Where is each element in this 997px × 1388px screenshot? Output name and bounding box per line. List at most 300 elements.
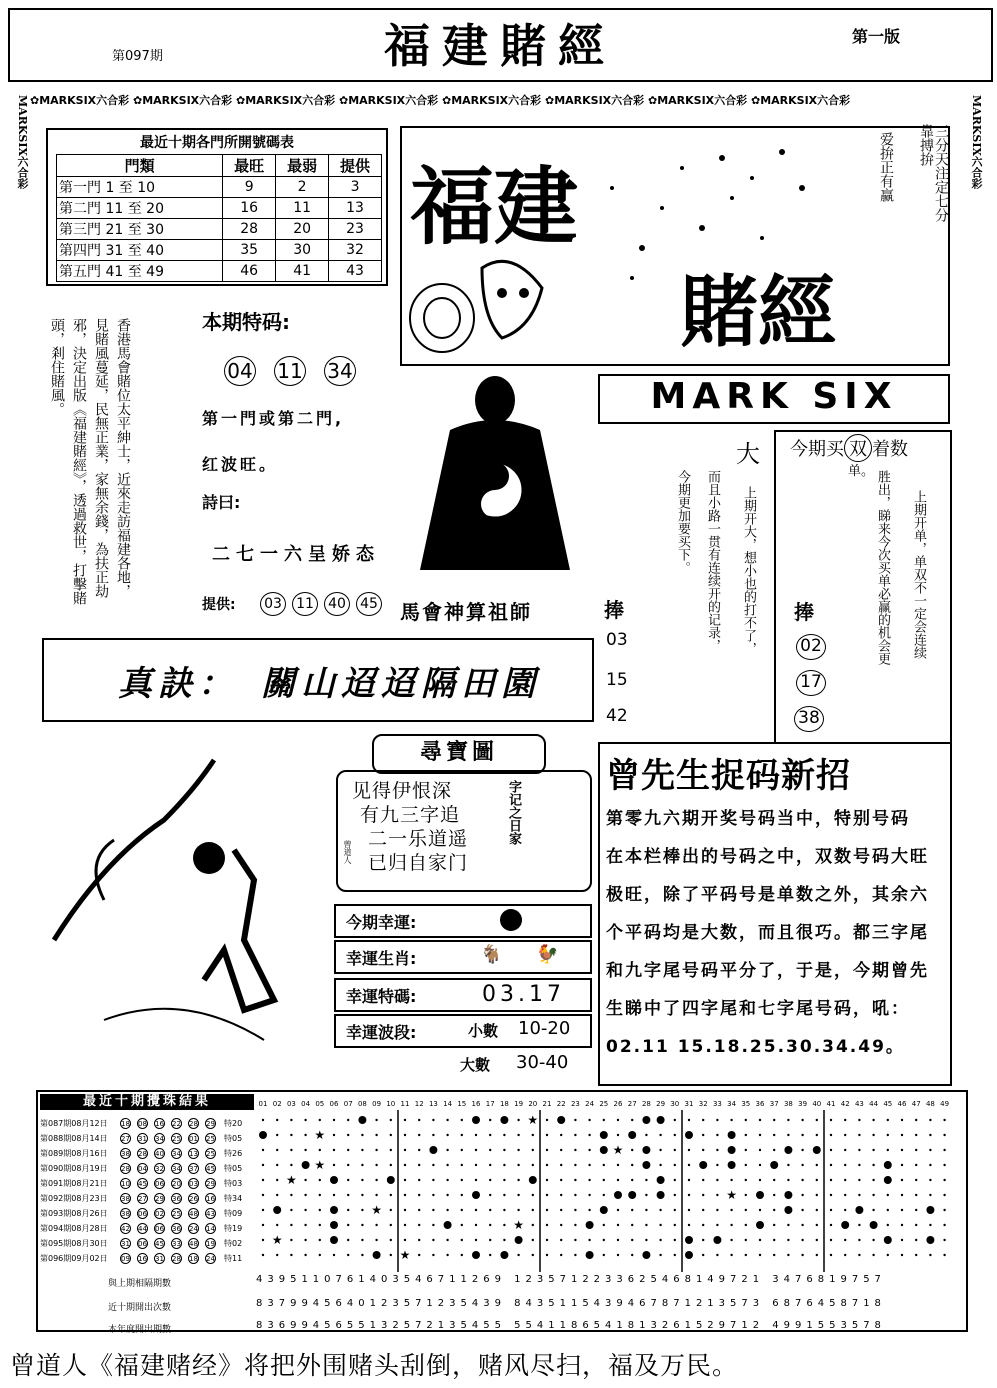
- empty-dot: [901, 1254, 903, 1256]
- empty-dot: [617, 1119, 619, 1121]
- row-group: 第三門: [59, 222, 101, 238]
- empty-dot: [560, 1179, 562, 1181]
- empty-dot: [546, 1119, 548, 1121]
- empty-dot: [560, 1254, 562, 1256]
- drawn-dot: [586, 1221, 594, 1229]
- big-number-label: 大數: [460, 1056, 491, 1074]
- peng-number: 17: [796, 670, 826, 696]
- empty-dot: [929, 1164, 931, 1166]
- empty-dot: [901, 1179, 903, 1181]
- empty-dot: [390, 1134, 392, 1136]
- grid-column-number: 25: [599, 1100, 609, 1108]
- empty-dot: [915, 1194, 917, 1196]
- empty-dot: [276, 1254, 278, 1256]
- drawn-dot: [699, 1161, 707, 1169]
- empty-dot: [390, 1254, 392, 1256]
- result-ball: 10: [121, 1180, 130, 1188]
- empty-dot: [517, 1179, 519, 1181]
- empty-dot: [915, 1179, 917, 1181]
- tip-text-c: 上期开大，想小也的打不了，: [741, 486, 756, 655]
- empty-dot: [361, 1254, 363, 1256]
- result-ball: 19: [206, 1240, 215, 1248]
- grid-column-number: 14: [443, 1100, 453, 1108]
- empty-dot: [546, 1149, 548, 1151]
- empty-dot: [688, 1194, 690, 1196]
- empty-dot: [787, 1164, 789, 1166]
- result-ball: 22: [172, 1120, 181, 1128]
- empty-dot: [730, 1239, 732, 1241]
- empty-dot: [730, 1224, 732, 1226]
- result-special: 特03: [224, 1179, 243, 1188]
- lucky-today: [334, 904, 592, 938]
- empty-dot: [461, 1194, 463, 1196]
- drawn-dot: [529, 1176, 537, 1184]
- empty-dot: [304, 1119, 306, 1121]
- drawn-dot: [756, 1221, 764, 1229]
- empty-dot: [262, 1224, 264, 1226]
- drawn-dot: [429, 1146, 437, 1154]
- grid-column-number: 08: [357, 1100, 367, 1108]
- empty-dot: [304, 1209, 306, 1211]
- marksix-logo: MARK SIX: [598, 374, 950, 424]
- empty-dot: [588, 1179, 590, 1181]
- peng-label-1: 捧: [604, 598, 624, 622]
- empty-dot: [745, 1209, 747, 1211]
- empty-dot: [730, 1119, 732, 1121]
- empty-dot: [375, 1224, 377, 1226]
- lucky-wave-label: 幸運波段:: [346, 1023, 417, 1042]
- empty-dot: [347, 1209, 349, 1211]
- summary-row: 4395110761403546711269 1235712233625468149721 3476819757: [256, 1274, 886, 1285]
- small-label: 小數: [468, 1022, 499, 1040]
- empty-dot: [716, 1134, 718, 1136]
- empty-dot: [290, 1254, 292, 1256]
- row-group: 第五門: [59, 264, 101, 280]
- grid-column-number: 31: [684, 1100, 694, 1108]
- empty-dot: [659, 1164, 661, 1166]
- mask-face-icon: [482, 261, 542, 338]
- empty-dot: [446, 1149, 448, 1151]
- result-ball: 31: [138, 1135, 147, 1143]
- scenery-illustration: [44, 740, 324, 1080]
- empty-dot: [617, 1179, 619, 1181]
- empty-dot: [404, 1149, 406, 1151]
- empty-dot: [887, 1134, 889, 1136]
- empty-dot: [333, 1119, 335, 1121]
- empty-dot: [560, 1164, 562, 1166]
- empty-dot: [688, 1164, 690, 1166]
- row-offer: 43: [329, 261, 382, 282]
- empty-dot: [574, 1194, 576, 1196]
- empty-dot: [759, 1149, 761, 1151]
- result-ball: 31: [121, 1240, 130, 1248]
- drawn-dot: [657, 1116, 665, 1124]
- peng-number: 02: [796, 634, 826, 660]
- empty-dot: [716, 1254, 718, 1256]
- edition-label: 第一版: [852, 27, 901, 46]
- empty-dot: [546, 1164, 548, 1166]
- empty-dot: [347, 1134, 349, 1136]
- empty-dot: [844, 1164, 846, 1166]
- empty-dot: [787, 1254, 789, 1256]
- empty-dot: [432, 1224, 434, 1226]
- result-ball: 36: [172, 1195, 181, 1203]
- empty-dot: [901, 1149, 903, 1151]
- empty-dot: [560, 1224, 562, 1226]
- empty-dot: [603, 1194, 605, 1196]
- special-star-icon: ★: [527, 1113, 539, 1127]
- empty-dot: [276, 1224, 278, 1226]
- empty-dot: [574, 1179, 576, 1181]
- empty-dot: [645, 1194, 647, 1196]
- result-ball: 16: [138, 1255, 147, 1263]
- empty-dot: [461, 1134, 463, 1136]
- big-number-value: 30-40: [516, 1052, 569, 1073]
- empty-dot: [319, 1179, 321, 1181]
- empty-dot: [347, 1194, 349, 1196]
- stats-row: [57, 219, 382, 240]
- empty-dot: [674, 1209, 676, 1211]
- result-ball: 06: [138, 1240, 147, 1248]
- result-ball: 34: [155, 1135, 164, 1143]
- empty-dot: [844, 1179, 846, 1181]
- empty-dot: [432, 1209, 434, 1211]
- result-ball: 26: [189, 1195, 198, 1203]
- empty-dot: [290, 1224, 292, 1226]
- empty-dot: [844, 1254, 846, 1256]
- drawn-dot: [330, 1206, 338, 1214]
- empty-dot: [390, 1119, 392, 1121]
- empty-dot: [276, 1149, 278, 1151]
- empty-dot: [915, 1164, 917, 1166]
- empty-dot: [446, 1239, 448, 1241]
- empty-dot: [943, 1239, 945, 1241]
- empty-dot: [801, 1239, 803, 1241]
- empty-dot: [645, 1224, 647, 1226]
- odd-even-single: 单。: [848, 464, 875, 479]
- empty-dot: [503, 1179, 505, 1181]
- grid-column-number: 03: [286, 1100, 296, 1108]
- result-special: 特05: [224, 1134, 243, 1143]
- empty-dot: [773, 1179, 775, 1181]
- empty-dot: [801, 1194, 803, 1196]
- empty-dot: [702, 1179, 704, 1181]
- empty-dot: [503, 1209, 505, 1211]
- empty-dot: [319, 1149, 321, 1151]
- result-ball: 34: [172, 1150, 181, 1158]
- summary-label: 與上期相隔期數: [108, 1279, 172, 1289]
- empty-dot: [816, 1239, 818, 1241]
- empty-dot: [461, 1224, 463, 1226]
- empty-dot: [489, 1239, 491, 1241]
- lucky-zodiac-label: 幸運生肖:: [346, 949, 417, 968]
- empty-dot: [787, 1224, 789, 1226]
- grid-column-number: 02: [272, 1100, 282, 1108]
- empty-dot: [830, 1209, 832, 1211]
- treasure-line: 见得伊恨深: [352, 780, 453, 802]
- result-ball: 09: [121, 1255, 130, 1263]
- empty-dot: [858, 1239, 860, 1241]
- empty-dot: [347, 1224, 349, 1226]
- result-ball: 02: [155, 1210, 164, 1218]
- zhenjue-text: 真訣： 關山迢迢隔田園: [118, 664, 541, 704]
- empty-dot: [390, 1149, 392, 1151]
- drawn-dot: [387, 1176, 395, 1184]
- result-special: 特34: [224, 1194, 243, 1203]
- empty-dot: [631, 1179, 633, 1181]
- empty-dot: [489, 1119, 491, 1121]
- empty-dot: [432, 1239, 434, 1241]
- treasure-side-note: 字记之日家: [506, 780, 521, 845]
- empty-dot: [361, 1179, 363, 1181]
- empty-dot: [532, 1149, 534, 1151]
- supply-number: 45: [356, 592, 382, 616]
- special-star-icon: ★: [314, 1158, 326, 1172]
- empty-dot: [844, 1239, 846, 1241]
- row-max: 28: [223, 219, 276, 240]
- empty-dot: [603, 1179, 605, 1181]
- stats-row: [57, 198, 382, 219]
- empty-dot: [588, 1164, 590, 1166]
- empty-dot: [801, 1164, 803, 1166]
- empty-dot: [361, 1209, 363, 1211]
- empty-dot: [872, 1149, 874, 1151]
- empty-dot: [901, 1224, 903, 1226]
- empty-dot: [588, 1239, 590, 1241]
- empty-dot: [915, 1254, 917, 1256]
- empty-dot: [858, 1254, 860, 1256]
- grid-column-number: 20: [528, 1100, 538, 1108]
- empty-dot: [404, 1119, 406, 1121]
- empty-dot: [418, 1239, 420, 1241]
- row-group: 第一門: [59, 180, 101, 196]
- result-ball: 18: [189, 1255, 198, 1263]
- drawn-dot: [358, 1116, 366, 1124]
- empty-dot: [716, 1224, 718, 1226]
- result-ball: 29: [206, 1120, 215, 1128]
- empty-dot: [943, 1194, 945, 1196]
- empty-dot: [461, 1119, 463, 1121]
- drawn-dot: [841, 1221, 849, 1229]
- empty-dot: [943, 1224, 945, 1226]
- results-title: 最近十期攪珠結果: [40, 1094, 254, 1110]
- result-ball: 28: [189, 1120, 198, 1128]
- lucky-code-label: 幸運特碼:: [346, 987, 417, 1006]
- grid-column-number: 12: [414, 1100, 424, 1108]
- special-star-icon: ★: [371, 1203, 382, 1217]
- result-ball: 08: [138, 1120, 147, 1128]
- empty-dot: [745, 1119, 747, 1121]
- empty-dot: [943, 1149, 945, 1151]
- grid-column-number: 06: [329, 1100, 339, 1108]
- empty-dot: [404, 1224, 406, 1226]
- drawn-dot: [600, 1131, 608, 1139]
- empty-dot: [787, 1239, 789, 1241]
- goat-icon: 🐐: [480, 944, 503, 965]
- result-ball: 37: [189, 1165, 198, 1173]
- empty-dot: [773, 1149, 775, 1151]
- empty-dot: [532, 1164, 534, 1166]
- special-star-icon: ★: [726, 1188, 737, 1202]
- empty-dot: [276, 1194, 278, 1196]
- grid-column-number: 39: [798, 1100, 808, 1108]
- empty-dot: [489, 1194, 491, 1196]
- empty-dot: [759, 1119, 761, 1121]
- poem-label: 詩曰:: [202, 493, 241, 512]
- empty-dot: [517, 1119, 519, 1121]
- empty-dot: [432, 1194, 434, 1196]
- empty-dot: [446, 1119, 448, 1121]
- empty-dot: [872, 1179, 874, 1181]
- empty-dot: [816, 1134, 818, 1136]
- empty-dot: [645, 1239, 647, 1241]
- article-body: 第零九六期开奖号码当中，特别号码 在本栏棒出的号码之中，双数号码大旺极旺，除了平码号是单数之外，其余六个平码均是大数，而且很巧。都三字尾和九字尾号码平分了，于是，今期曾先生睇中了四字尾和七字尾号码，吼：02.11 15.18.25.30.34.49。: [606, 809, 929, 1057]
- special-number: 11: [274, 356, 306, 386]
- empty-dot: [801, 1254, 803, 1256]
- empty-dot: [745, 1224, 747, 1226]
- grid-column-number: 29: [656, 1100, 666, 1108]
- empty-dot: [901, 1209, 903, 1211]
- big-label: 大: [736, 440, 760, 468]
- empty-dot: [262, 1149, 264, 1151]
- lucky-ball-icon: [500, 909, 522, 931]
- empty-dot: [418, 1119, 420, 1121]
- empty-dot: [588, 1119, 590, 1121]
- empty-dot: [674, 1134, 676, 1136]
- moon-icon: [193, 842, 225, 874]
- empty-dot: [446, 1194, 448, 1196]
- empty-dot: [404, 1209, 406, 1211]
- empty-dot: [830, 1179, 832, 1181]
- empty-dot: [929, 1179, 931, 1181]
- empty-dot: [830, 1254, 832, 1256]
- empty-dot: [588, 1149, 590, 1151]
- empty-dot: [730, 1179, 732, 1181]
- grid-column-number: 09: [372, 1100, 382, 1108]
- empty-dot: [560, 1134, 562, 1136]
- empty-dot: [603, 1224, 605, 1226]
- empty-dot: [702, 1254, 704, 1256]
- result-special: 特02: [224, 1239, 243, 1248]
- empty-dot: [943, 1134, 945, 1136]
- stats-row: [57, 177, 382, 198]
- small-value: 10-20: [518, 1018, 571, 1039]
- empty-dot: [787, 1134, 789, 1136]
- empty-dot: [333, 1149, 335, 1151]
- empty-dot: [304, 1149, 306, 1151]
- row-range: 1 至 10: [105, 180, 156, 196]
- supply-number: 11: [292, 592, 318, 616]
- strip-right-text: MARKSIX六合彩: [970, 95, 983, 190]
- empty-dot: [617, 1209, 619, 1211]
- empty-dot: [390, 1164, 392, 1166]
- empty-dot: [887, 1209, 889, 1211]
- empty-dot: [503, 1149, 505, 1151]
- empty-dot: [816, 1119, 818, 1121]
- empty-dot: [262, 1209, 264, 1211]
- empty-dot: [688, 1209, 690, 1211]
- drawn-dot: [330, 1221, 338, 1229]
- drawn-dot: [444, 1221, 452, 1229]
- result-ball: 28: [121, 1165, 130, 1173]
- empty-dot: [730, 1209, 732, 1211]
- empty-dot: [588, 1194, 590, 1196]
- grid-column-number: 46: [897, 1100, 907, 1108]
- empty-dot: [574, 1149, 576, 1151]
- grid-column-number: 33: [712, 1100, 722, 1108]
- empty-dot: [532, 1254, 534, 1256]
- special-hint-line2: 红波旺。: [202, 455, 279, 474]
- empty-dot: [702, 1149, 704, 1151]
- empty-dot: [887, 1254, 889, 1256]
- empty-dot: [475, 1164, 477, 1166]
- empty-dot: [574, 1134, 576, 1136]
- odd-even-title: [790, 434, 908, 462]
- result-ball: 16: [206, 1195, 215, 1203]
- grid-column-number: 16: [471, 1100, 481, 1108]
- empty-dot: [745, 1194, 747, 1196]
- empty-dot: [333, 1134, 335, 1136]
- empty-dot: [418, 1164, 420, 1166]
- empty-dot: [773, 1194, 775, 1196]
- empty-dot: [858, 1119, 860, 1121]
- empty-dot: [347, 1239, 349, 1241]
- empty-dot: [262, 1239, 264, 1241]
- odd-even-title-post: 着数: [872, 439, 908, 460]
- result-row-label: 第093期08月26日: [40, 1209, 108, 1218]
- empty-dot: [901, 1194, 903, 1196]
- drawn-dot: [728, 1131, 736, 1139]
- empty-dot: [816, 1224, 818, 1226]
- empty-dot: [347, 1254, 349, 1256]
- drawn-dot: [614, 1191, 622, 1199]
- row-offer: 13: [329, 198, 382, 219]
- empty-dot: [759, 1254, 761, 1256]
- empty-dot: [716, 1194, 718, 1196]
- empty-dot: [943, 1209, 945, 1211]
- empty-dot: [503, 1134, 505, 1136]
- empty-dot: [702, 1239, 704, 1241]
- empty-dot: [532, 1134, 534, 1136]
- result-ball: 43: [206, 1210, 215, 1218]
- empty-dot: [716, 1119, 718, 1121]
- empty-dot: [461, 1179, 463, 1181]
- empty-dot: [830, 1119, 832, 1121]
- empty-dot: [290, 1149, 292, 1151]
- empty-dot: [872, 1254, 874, 1256]
- empty-dot: [588, 1209, 590, 1211]
- result-ball: 24: [189, 1225, 198, 1233]
- empty-dot: [489, 1179, 491, 1181]
- empty-dot: [418, 1209, 420, 1211]
- empty-dot: [304, 1254, 306, 1256]
- empty-dot: [830, 1149, 832, 1151]
- result-ball: 25: [206, 1150, 215, 1158]
- empty-dot: [574, 1254, 576, 1256]
- result-ball: 24: [206, 1255, 215, 1263]
- special-hint-line1: 第一門或第二門,: [202, 409, 345, 428]
- lucky-zodiac: [334, 940, 592, 974]
- empty-dot: [816, 1209, 818, 1211]
- empty-dot: [617, 1164, 619, 1166]
- empty-dot: [546, 1179, 548, 1181]
- stats-row: [57, 261, 382, 282]
- result-ball: 48: [189, 1240, 198, 1248]
- row-min: 2: [276, 177, 329, 198]
- result-ball: 31: [155, 1255, 164, 1263]
- result-ball: 27: [138, 1195, 147, 1203]
- row-max: 46: [223, 261, 276, 282]
